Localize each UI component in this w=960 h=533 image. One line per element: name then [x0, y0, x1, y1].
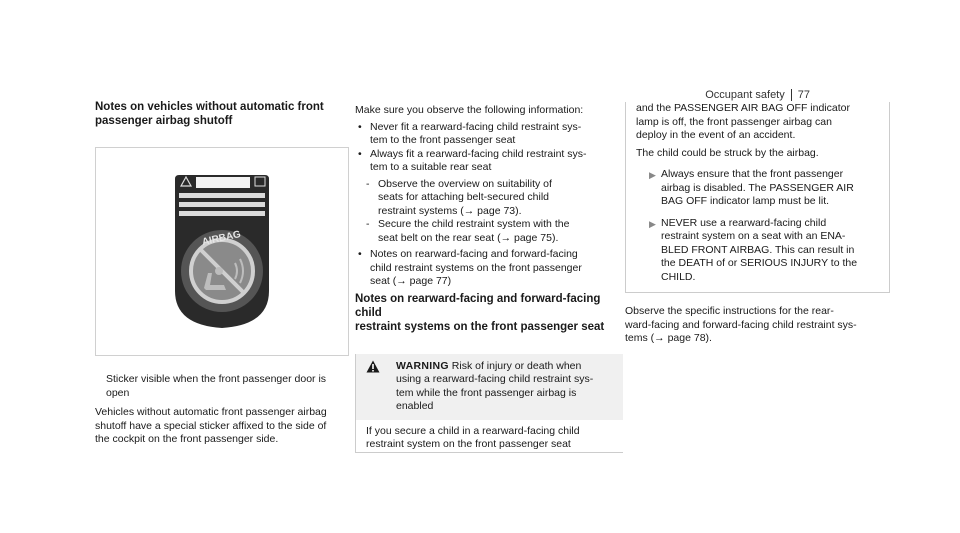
svg-text:AIRBAG: AIRBAG — [201, 229, 242, 249]
list-item: • Notes on rearward-facing and forward-facing child restraint systems on the front passenger seat (→ page 77) — [358, 248, 582, 287]
warning-box — [355, 354, 623, 453]
warning-label: WARNING — [396, 359, 449, 372]
column-1 — [95, 100, 350, 447]
list-item: - Observe the overview on suitability of seats for attaching belt-secured child restraint systems (→ page 73). — [366, 177, 552, 217]
arrow-right-icon: ▶ — [649, 218, 656, 229]
sub-list — [366, 177, 623, 246]
subsection-heading: Notes on rearward-facing and forward-facing child restraint systems on the front passenger seat — [355, 292, 605, 333]
page-number: 77 — [791, 89, 810, 101]
sticker-figure — [95, 147, 349, 356]
section-heading: Notes on vehicles without automatic front passenger airbag shutoff — [95, 101, 324, 127]
list-item: • Never fit a rearward-facing child restraint sys- tem to the front passenger seat — [358, 120, 582, 146]
body-paragraph: The child could be struck by the airbag. — [636, 146, 819, 159]
column-3 — [625, 104, 890, 346]
body-paragraph: Vehicles without automatic front passenger airbag shutoff have a special sticker affixed to the side of the cockpit on the front passenger side. — [95, 406, 327, 445]
instruction-item: ▶ Always ensure that the front passenger airbag is disabled. The PASSENGER AIR BAG OFF indicator lamp must be lit. — [649, 168, 854, 207]
page-header — [705, 89, 810, 101]
list-item: - Secure the child restraint system with the seat belt on the rear seat (→ page 75). — [366, 218, 570, 244]
figure-caption: Sticker visible when the front passenger door is open — [106, 373, 327, 399]
list-item: • Always fit a rearward-facing child restraint sys- tem to a suitable rear seat - Observe the overview on suitability of seats for attaching belt-secured child restraint systems (→ page 73). - Secure the child restraint system with the seat belt on the rear seat (→ page 75). — [355, 148, 623, 246]
arrow-right-icon: ▶ — [649, 170, 656, 180]
warning-body: If you secure a child in a rearward-facing child restraint system on the front passenger seat — [366, 424, 580, 450]
instruction-item: ▶ NEVER use a rearward-facing child restraint system on a seat with an ENA- BLED FRONT AIRBAG. This can result in the DEATH of or SERIOUS INJURY to the CHILD. — [649, 216, 858, 283]
body-paragraph: Observe the specific instructions for the rear- ward-facing and forward-facing child restraint sys- tems (→ page 78). — [625, 305, 857, 344]
section-title: Occupant safety — [705, 89, 785, 101]
airbag-sticker-illustration — [172, 173, 272, 331]
warning-continuation-box — [625, 102, 890, 293]
warning-triangle-icon — [366, 360, 380, 373]
body-paragraph: and the PASSENGER AIR BAG OFF indicator lamp is off, the front passenger airbag can deploy in the event of an accident. — [636, 102, 850, 141]
column-2 — [355, 104, 623, 453]
intro-text: Make sure you observe the following information: — [355, 104, 584, 116]
warning-header: WARNING Risk of injury or death when using a rearward-facing child restraint sys- tem while the front passenger airbag is enabled — [356, 354, 623, 420]
bullet-list — [355, 121, 623, 289]
